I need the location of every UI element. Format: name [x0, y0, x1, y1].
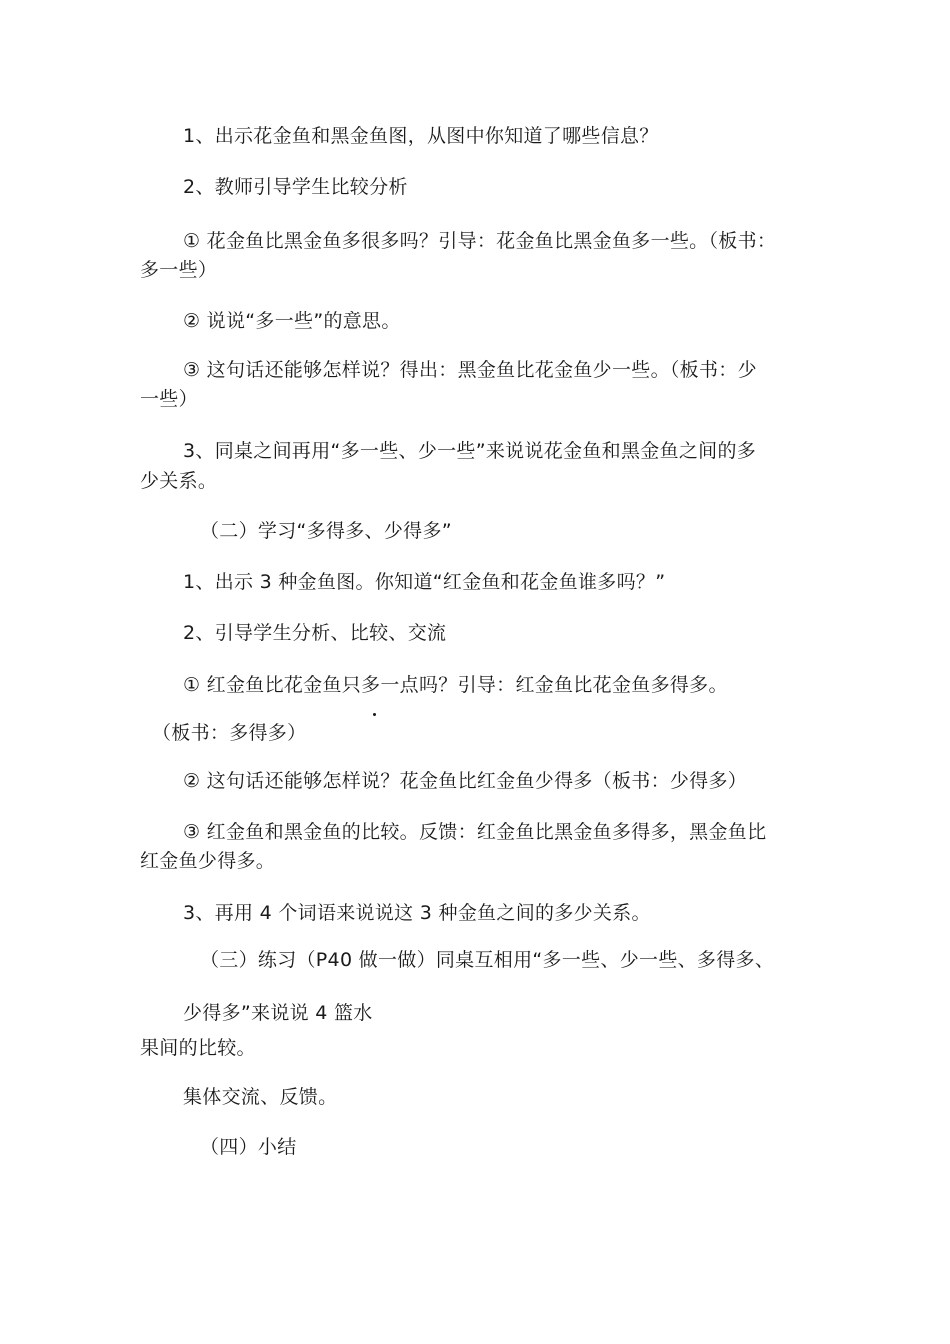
text-line: 少关系。 — [140, 470, 218, 492]
text-line: 果间的比较。 — [140, 1037, 256, 1059]
text-line: ② 这句话还能够怎样说？花金鱼比红金鱼少得多（板书：少得多） — [183, 770, 748, 792]
text-line: 3、同桌之间再用“多一些、少一些”来说说花金鱼和黑金鱼之间的多 — [183, 440, 757, 462]
text-line: 少得多”来说说 4 篮水 — [183, 1002, 373, 1024]
text-line: （板书：多得多） — [152, 722, 307, 744]
stray-dot — [373, 713, 376, 716]
text-line: 2、引导学生分析、比较、交流 — [183, 622, 447, 644]
text-line: 集体交流、反馈。 — [183, 1086, 338, 1108]
text-line: 红金鱼少得多。 — [140, 850, 276, 872]
section-heading: （二）学习“多得多、少得多” — [200, 520, 452, 542]
section-heading: （四）小结 — [200, 1136, 297, 1158]
section-heading: （三）练习（P40 做一做）同桌互相用“多一些、少一些、多得多、 — [200, 949, 775, 971]
text-line: ① 红金鱼比花金鱼只多一点吗？引导：红金鱼比花金鱼多得多。 — [183, 674, 728, 696]
text-line: 1、出示花金鱼和黑金鱼图，从图中你知道了哪些信息？ — [183, 125, 659, 147]
text-line: ③ 红金鱼和黑金鱼的比较。反馈：红金鱼比黑金鱼多得多，黑金鱼比 — [183, 821, 767, 843]
text-line: ② 说说“多一些”的意思。 — [183, 310, 401, 332]
text-line: 多一些） — [140, 259, 218, 281]
text-line: 一些） — [140, 388, 198, 410]
text-line: 2、教师引导学生比较分析 — [183, 176, 408, 198]
text-line: ③ 这句话还能够怎样说？得出：黑金鱼比花金鱼少一些。（板书：少 — [183, 359, 757, 381]
text-line: 3、再用 4 个词语来说说这 3 种金鱼之间的多少关系。 — [183, 902, 651, 924]
text-line: ① 花金鱼比黑金鱼多很多吗？引导：花金鱼比黑金鱼多一些。（板书： — [183, 230, 777, 252]
text-line: 1、出示 3 种金鱼图。你知道“红金鱼和花金鱼谁多吗？” — [183, 571, 666, 593]
